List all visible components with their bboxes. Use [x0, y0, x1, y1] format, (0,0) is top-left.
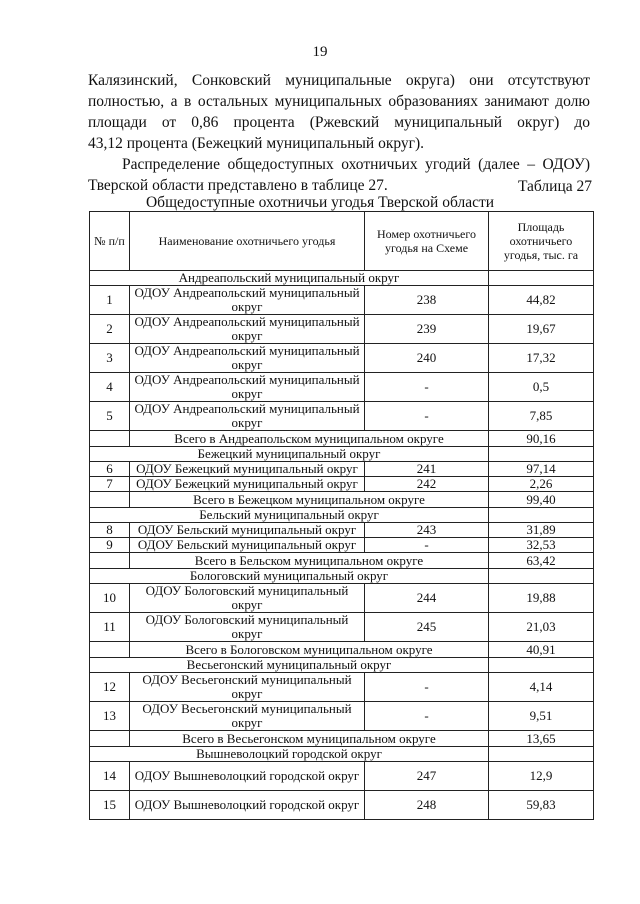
group-title: Бельский муниципальный округ [90, 508, 489, 523]
total-row [90, 553, 594, 569]
row-scheme: - [365, 673, 489, 702]
row-scheme: - [365, 402, 489, 431]
table-row [90, 584, 594, 613]
row-area: 59,83 [489, 791, 594, 820]
row-area: 19,67 [489, 315, 594, 344]
header-num: № п/п [90, 212, 130, 271]
row-scheme: - [365, 702, 489, 731]
table-row [90, 402, 594, 431]
row-num: 13 [90, 702, 130, 731]
table-header-row [90, 212, 594, 271]
row-num: 8 [90, 523, 130, 538]
row-num: 5 [90, 402, 130, 431]
group-title: Весьегонский муниципальный округ [90, 658, 489, 673]
page-number: 19 [312, 44, 328, 60]
text-line: полностью, а в остальных муниципальных образованиях занимают долю [88, 93, 590, 110]
row-num: 1 [90, 286, 130, 315]
group-row [90, 271, 594, 286]
paragraph-continuation [88, 70, 590, 154]
table-row [90, 462, 594, 477]
group-row [90, 508, 594, 523]
row-name: ОДОУ Весьегонский муниципальный округ [130, 673, 365, 702]
row-num: 2 [90, 315, 130, 344]
row-num: 12 [90, 673, 130, 702]
group-row [90, 658, 594, 673]
table-row [90, 286, 594, 315]
text-line: 43,12 процента (Бежецкий муниципальный округ). [88, 135, 425, 152]
total-row [90, 492, 594, 508]
table-row [90, 477, 594, 492]
row-name: ОДОУ Весьегонский муниципальный округ [130, 702, 365, 731]
row-scheme: 240 [365, 344, 489, 373]
text-line: площади от 0,86 процента (Ржевский муниципальный округ) до [88, 114, 590, 131]
row-area: 31,89 [489, 523, 594, 538]
group-row [90, 447, 594, 462]
total-row [90, 642, 594, 658]
total-value: 40,91 [489, 642, 594, 658]
total-label: Всего в Андреапольском муниципальном округе [130, 431, 489, 447]
row-scheme: 244 [365, 584, 489, 613]
row-area: 0,5 [489, 373, 594, 402]
table-row [90, 538, 594, 553]
group-title: Вышневолоцкий городской округ [90, 747, 489, 762]
text-line: Тверской области представлено в таблице 27. [88, 177, 388, 194]
row-num: 15 [90, 791, 130, 820]
row-scheme: 238 [365, 286, 489, 315]
row-area: 12,9 [489, 762, 594, 791]
row-name: ОДОУ Бельский муниципальный округ [130, 523, 365, 538]
row-area: 2,26 [489, 477, 594, 492]
row-scheme: 247 [365, 762, 489, 791]
total-label: Всего в Бельском муниципальном округе [130, 553, 489, 569]
total-label: Всего в Бологовском муниципальном округе [130, 642, 489, 658]
header-name: Наименование охотничьего угодья [130, 212, 365, 271]
total-row [90, 731, 594, 747]
row-name: ОДОУ Андреапольский муниципальный округ [130, 373, 365, 402]
group-row [90, 569, 594, 584]
table-row [90, 523, 594, 538]
row-name: ОДОУ Бологовский муниципальный округ [130, 584, 365, 613]
row-area: 9,51 [489, 702, 594, 731]
row-name: ОДОУ Вышневолоцкий городской округ [130, 791, 365, 820]
row-area: 4,14 [489, 673, 594, 702]
row-scheme: - [365, 538, 489, 553]
group-row [90, 747, 594, 762]
row-scheme: 239 [365, 315, 489, 344]
row-name: ОДОУ Андреапольский муниципальный округ [130, 402, 365, 431]
row-scheme: 241 [365, 462, 489, 477]
table-label: Таблица 27 [517, 178, 592, 195]
table-row [90, 702, 594, 731]
total-value: 90,16 [489, 431, 594, 447]
row-name: ОДОУ Андреапольский муниципальный округ [130, 286, 365, 315]
row-num: 11 [90, 613, 130, 642]
row-num: 14 [90, 762, 130, 791]
group-title: Андреапольский муниципальный округ [90, 271, 489, 286]
text-line: Калязинский, Сонковский муниципальные округа) они отсутствуют [88, 72, 590, 89]
row-area: 19,88 [489, 584, 594, 613]
table-row [90, 613, 594, 642]
row-name: ОДОУ Бежецкий муниципальный округ [130, 477, 365, 492]
row-area: 21,03 [489, 613, 594, 642]
total-label: Всего в Бежецком муниципальном округе [130, 492, 489, 508]
table-row [90, 315, 594, 344]
row-area: 7,85 [489, 402, 594, 431]
table-row [90, 373, 594, 402]
table-row [90, 762, 594, 791]
row-scheme: 245 [365, 613, 489, 642]
group-title: Бологовский муниципальный округ [90, 569, 489, 584]
total-value: 13,65 [489, 731, 594, 747]
text-line: Распределение общедоступных охотничьих угодий (далее – ОДОУ) [122, 156, 590, 173]
row-area: 32,53 [489, 538, 594, 553]
group-title: Бежецкий муниципальный округ [90, 447, 489, 462]
row-scheme: 243 [365, 523, 489, 538]
row-name: ОДОУ Вышневолоцкий городской округ [130, 762, 365, 791]
row-num: 10 [90, 584, 130, 613]
table-row [90, 344, 594, 373]
row-scheme: - [365, 373, 489, 402]
hunting-grounds-table [89, 211, 594, 820]
row-area: 44,82 [489, 286, 594, 315]
row-num: 4 [90, 373, 130, 402]
total-label: Всего в Весьегонском муниципальном округе [130, 731, 489, 747]
table-row [90, 673, 594, 702]
total-value: 63,42 [489, 553, 594, 569]
row-name: ОДОУ Андреапольский муниципальный округ [130, 315, 365, 344]
row-name: ОДОУ Бежецкий муниципальный округ [130, 462, 365, 477]
paragraph-distribution [88, 154, 590, 196]
row-name: ОДОУ Андреапольский муниципальный округ [130, 344, 365, 373]
row-area: 97,14 [489, 462, 594, 477]
row-num: 6 [90, 462, 130, 477]
total-value: 99,40 [489, 492, 594, 508]
table-row [90, 791, 594, 820]
row-scheme: 242 [365, 477, 489, 492]
header-scheme: Номер охотничьего угодья на Схеме [365, 212, 489, 271]
row-name: ОДОУ Бельский муниципальный округ [130, 538, 365, 553]
row-scheme: 248 [365, 791, 489, 820]
row-num: 3 [90, 344, 130, 373]
row-num: 9 [90, 538, 130, 553]
row-num: 7 [90, 477, 130, 492]
row-name: ОДОУ Бологовский муниципальный округ [130, 613, 365, 642]
table-title: Общедоступные охотничьи угодья Тверской области [145, 194, 495, 211]
row-area: 17,32 [489, 344, 594, 373]
total-row [90, 431, 594, 447]
header-area: Площадь охотничьего угодья, тыс. га [489, 212, 594, 271]
